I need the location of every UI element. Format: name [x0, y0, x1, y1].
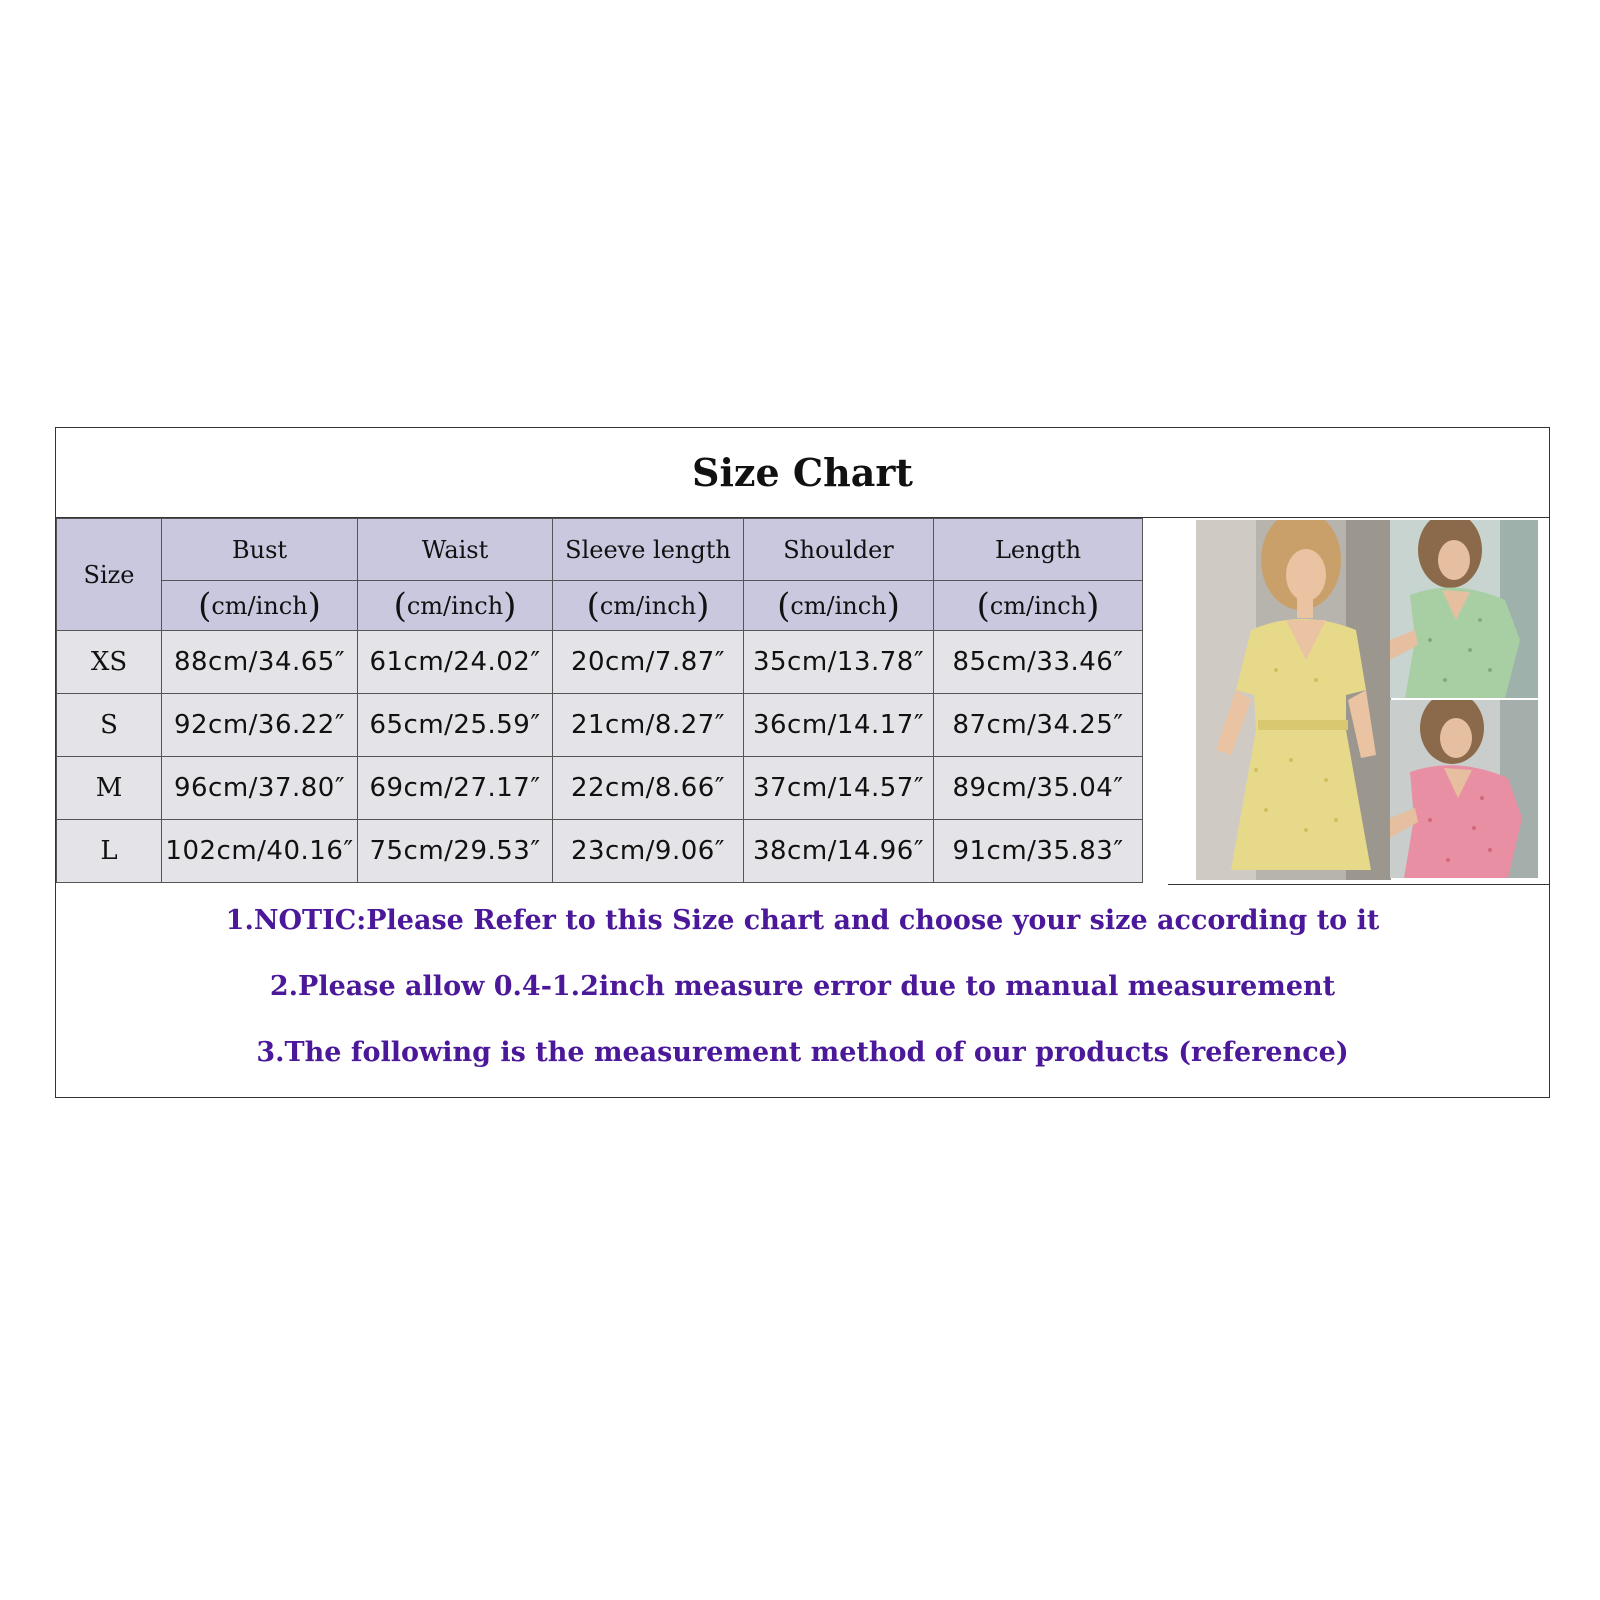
- table-row: [57, 757, 1143, 820]
- sleeve-length-cell: 22cm/8.66″: [553, 757, 744, 820]
- size-cell: L: [57, 820, 162, 883]
- unit-cell: (cm/inch): [744, 581, 934, 631]
- product-photos: [1168, 518, 1549, 885]
- column-header-bust: Bust: [162, 519, 358, 581]
- waist-cell: 65cm/25.59″: [358, 694, 553, 757]
- bust-cell: 96cm/37.80″: [162, 757, 358, 820]
- sleeve-length-cell: 21cm/8.27″: [553, 694, 744, 757]
- length-cell: 89cm/35.04″: [934, 757, 1143, 820]
- shoulder-cell: 35cm/13.78″: [744, 631, 934, 694]
- table-row: [57, 694, 1143, 757]
- table-row: [57, 820, 1143, 883]
- waist-cell: 75cm/29.53″: [358, 820, 553, 883]
- table-row: [57, 631, 1143, 694]
- column-header-waist: Waist: [358, 519, 553, 581]
- unit-cell: (cm/inch): [553, 581, 744, 631]
- column-header-sleeve-length: Sleeve length: [553, 519, 744, 581]
- shoulder-cell: 38cm/14.96″: [744, 820, 934, 883]
- unit-label: cm/inch: [790, 591, 887, 620]
- unit-cell: (cm/inch): [934, 581, 1143, 631]
- note-3: 3.The following is the measurement method of our products (reference): [256, 1037, 1349, 1068]
- size-cell: S: [57, 694, 162, 757]
- waist-cell: 69cm/27.17″: [358, 757, 553, 820]
- bust-cell: 92cm/36.22″: [162, 694, 358, 757]
- green-dress-photo: [1390, 520, 1538, 698]
- shoulder-cell: 36cm/14.17″: [744, 694, 934, 757]
- notes-section: [56, 885, 1549, 1097]
- unit-label: cm/inch: [989, 591, 1087, 620]
- shoulder-cell: 37cm/14.57″: [744, 757, 934, 820]
- size-cell: XS: [57, 631, 162, 694]
- sleeve-length-cell: 20cm/7.87″: [553, 631, 744, 694]
- length-cell: 91cm/35.83″: [934, 820, 1143, 883]
- column-header-length: Length: [934, 519, 1143, 581]
- unit-label: cm/inch: [599, 591, 697, 620]
- column-header-shoulder: Shoulder: [744, 519, 934, 581]
- size-chart-title: Size Chart: [56, 428, 1549, 518]
- length-cell: 85cm/33.46″: [934, 631, 1143, 694]
- bust-cell: 102cm/40.16″: [162, 820, 358, 883]
- size-cell: M: [57, 757, 162, 820]
- note-2: 2.Please allow 0.4-1.2inch measure error due to manual measurement: [269, 971, 1336, 1002]
- note-1: 1.NOTIC:Please Refer to this Size chart and choose your size according to it: [225, 905, 1380, 936]
- size-table: [56, 518, 1143, 883]
- unit-cell: (cm/inch): [162, 581, 358, 631]
- unit-label: cm/inch: [406, 591, 504, 620]
- bust-cell: 88cm/34.65″: [162, 631, 358, 694]
- pink-dress-photo: [1390, 700, 1538, 878]
- length-cell: 87cm/34.25″: [934, 694, 1143, 757]
- yellow-dress-photo: [1196, 520, 1391, 880]
- size-chart-frame: [55, 427, 1550, 1098]
- sleeve-length-cell: 23cm/9.06″: [553, 820, 744, 883]
- waist-cell: 61cm/24.02″: [358, 631, 553, 694]
- unit-cell: (cm/inch): [358, 581, 553, 631]
- unit-label: cm/inch: [211, 591, 308, 620]
- size-column-header: Size: [57, 519, 162, 631]
